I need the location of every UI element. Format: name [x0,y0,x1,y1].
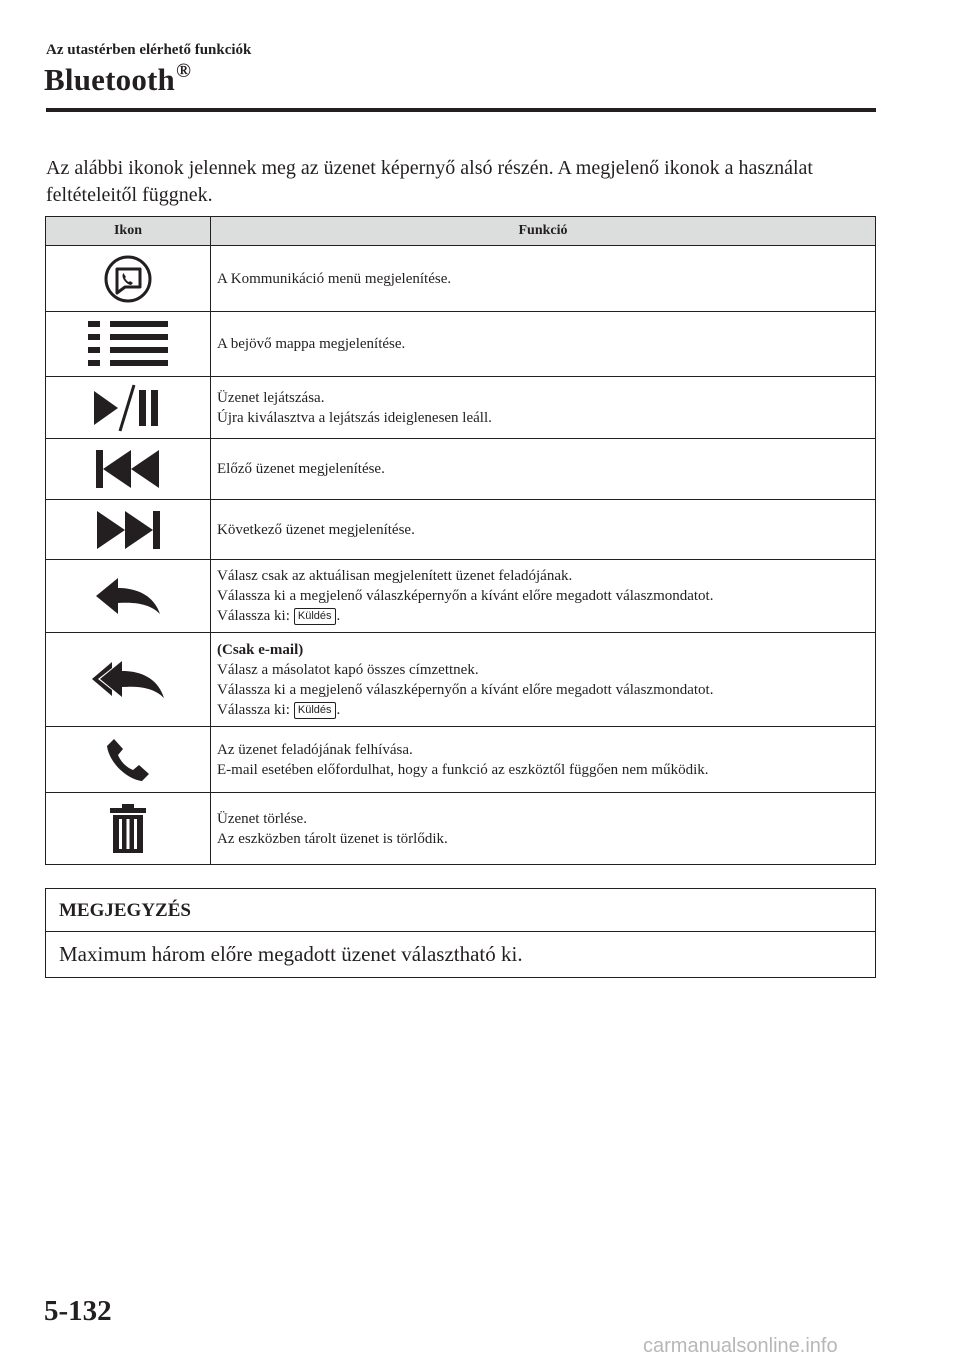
table-row [46,377,876,439]
send-key: Küldés [294,608,336,625]
intro-paragraph: Az alábbi ikonok jelennek meg az üzenet képernyő alsó részén. A megjelenő ikonok a használat feltételeitől függnek. [46,157,813,206]
page-number: 5-132 [44,1295,112,1327]
note-title: MEGJEGYZÉS [46,889,875,932]
communication-icon [103,254,153,304]
row-line: Az eszközben tárolt üzenet is törlődik. [217,830,448,847]
row-line: Következő üzenet megjelenítése. [217,521,415,538]
row-line: Válassza ki a megjelenő válaszképernyőn a kívánt előre megadott válaszmondatot. [217,588,714,604]
row-line: Újra kiválasztva a lejátszás ideiglenesen leáll. [217,409,492,426]
row-heading: (Csak e-mail) [217,641,304,658]
select-suffix: . [336,608,341,624]
table-row [46,312,876,377]
play-pause-icon [94,383,162,433]
section-label: Az utastérben elérhető funkciók [46,42,252,58]
select-line [217,700,869,720]
reply-icon [94,576,162,616]
row-line: Előző üzenet megjelenítése. [217,461,385,477]
select-suffix: . [336,701,341,718]
row-line: Üzenet törlése. [217,810,307,827]
send-key: Küldés [294,702,336,719]
row-line: Üzenet lejátszása. [217,389,325,406]
trash-icon [108,804,148,854]
note-text: Maximum három előre megadott üzenet választható ki. [59,942,523,966]
page-title-text: Bluetooth [44,62,175,97]
previous-icon [96,448,160,490]
icon-table [45,216,876,865]
row-line: E-mail esetében előfordulhat, hogy a funkció az eszköztől függően nem működik. [217,761,709,778]
table-row [46,246,876,312]
row-line: Válassza ki a megjelenő válaszképernyőn a kívánt előre megadott válaszmondatot. [217,681,714,698]
row-line: Válasz csak az aktuálisan megjelenített üzenet feladójának. [217,568,573,584]
table-row [46,793,876,865]
note-box [45,888,876,978]
select-prefix: Válassza ki: [217,701,290,718]
row-line: Az üzenet feladójának felhívása. [217,741,413,758]
row-line: Válasz a másolatot kapó összes címzettnek. [217,661,479,678]
list-icon [88,319,168,369]
registered-mark: ® [175,60,192,82]
next-icon [96,509,160,551]
title-rule [46,108,876,112]
table-row [46,560,876,633]
column-header-function: Funkció [211,217,876,246]
row-line: A Kommunikáció menü megjelenítése. [217,270,452,287]
table-row [46,500,876,560]
table-header-row [46,217,876,246]
select-prefix: Válassza ki: [217,608,290,624]
watermark: carmanualsonline.info [643,1335,838,1357]
phone-icon [105,737,151,783]
table-row [46,439,876,500]
reply-all-icon [90,658,166,702]
column-header-icon: Ikon [46,217,211,246]
select-line [217,606,869,626]
table-row [46,727,876,793]
page-title [44,60,191,98]
row-line: A bejövő mappa megjelenítése. [217,336,406,352]
table-row [46,633,876,727]
